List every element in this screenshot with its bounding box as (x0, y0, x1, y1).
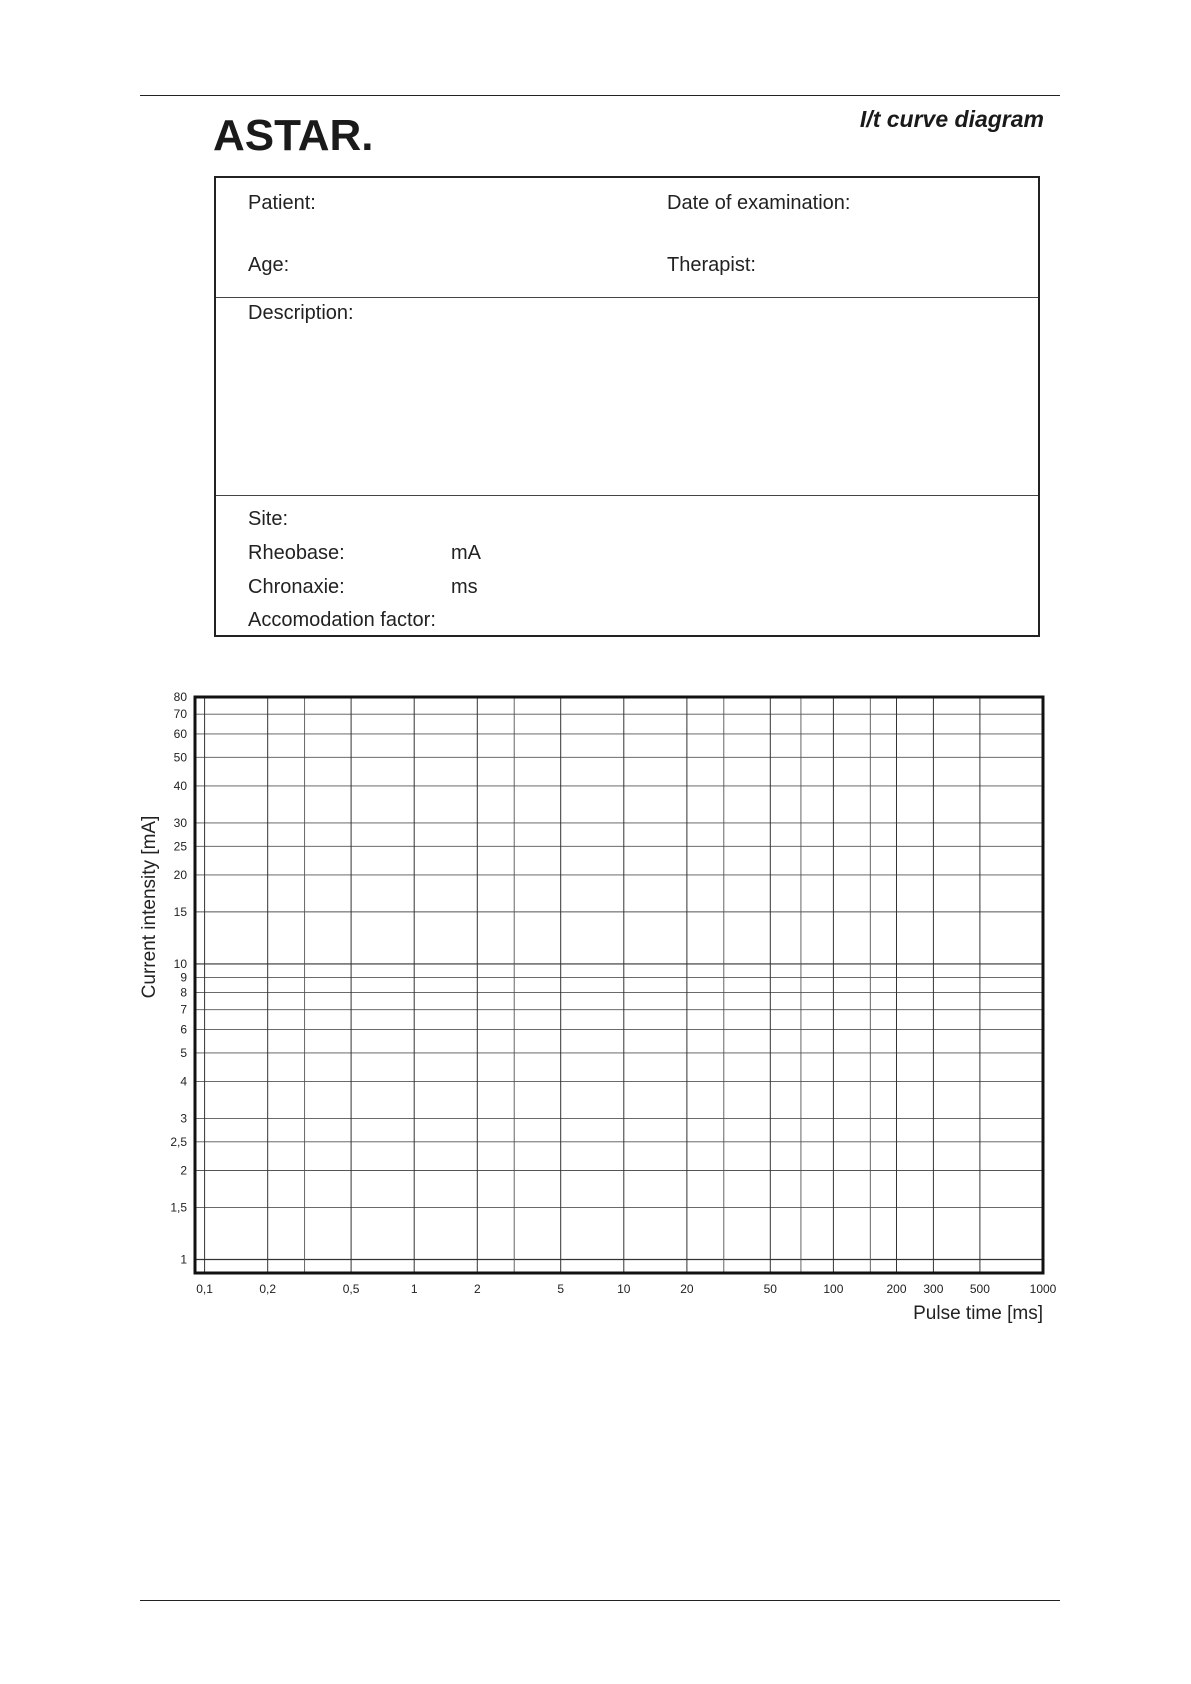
x-tick-label: 20 (680, 1282, 694, 1296)
x-tick-label: 300 (923, 1282, 944, 1296)
age-label: Age: (248, 254, 290, 276)
chronaxie-label: Chronaxie: (248, 576, 345, 598)
astar-logo (213, 112, 393, 156)
y-tick-label: 60 (173, 726, 187, 741)
it-curve-chart-svg (130, 680, 1070, 1340)
y-tick-label: 2 (180, 1163, 187, 1178)
rheobase-label: Rheobase: (248, 542, 345, 564)
y-tick-label: 8 (180, 985, 187, 1000)
x-tick-label: 200 (886, 1282, 907, 1296)
accommodation-factor-label: Accomodation factor: (248, 609, 436, 631)
description-label: Description: (248, 302, 354, 324)
x-tick-label: 2 (473, 1282, 481, 1296)
y-tick-label: 10 (173, 956, 187, 971)
y-tick-label: 70 (173, 707, 187, 722)
y-tick-label: 7 (180, 1002, 187, 1017)
y-tick-label: 20 (173, 867, 187, 882)
y-tick-label: 25 (173, 839, 187, 854)
y-tick-label: 50 (173, 750, 187, 765)
top-rule (140, 95, 1060, 96)
form-divider (216, 297, 1038, 298)
y-tick-label: 15 (173, 904, 187, 919)
y-tick-label: 6 (180, 1022, 187, 1037)
y-tick-label: 9 (180, 970, 187, 985)
x-tick-label: 100 (823, 1282, 844, 1296)
x-tick-label: 0,5 (342, 1282, 360, 1296)
x-tick-label: 10 (617, 1282, 631, 1296)
y-tick-label: 1 (180, 1252, 187, 1267)
site-label: Site: (248, 508, 289, 530)
patient-label: Patient: (248, 192, 316, 214)
x-axis-label: Pulse time [ms] (913, 1303, 1043, 1324)
bottom-rule (140, 1600, 1060, 1601)
x-tick-label: 0,1 (196, 1282, 213, 1296)
chronaxie-unit: ms (451, 576, 478, 598)
y-tick-label: 3 (180, 1111, 187, 1126)
x-tick-label: 500 (969, 1282, 990, 1296)
y-tick-label: 40 (173, 778, 187, 793)
y-tick-label: 5 (180, 1045, 187, 1060)
rheobase-unit: mA (451, 542, 481, 564)
astar-logo-mark (213, 112, 393, 156)
x-tick-label: 0,2 (259, 1282, 277, 1296)
y-tick-label: 2,5 (170, 1134, 187, 1149)
y-tick-label: 1,5 (170, 1200, 187, 1215)
date-of-examination-label: Date of examination: (667, 192, 851, 214)
y-tick-label: 80 (173, 690, 187, 704)
y-tick-label: 30 (173, 815, 187, 830)
x-tick-label: 1 (410, 1282, 418, 1296)
therapist-label: Therapist: (667, 254, 756, 276)
svg-text:ASTAR.: ASTAR. (213, 112, 374, 156)
form-divider (216, 495, 1038, 496)
plot-frame (195, 697, 1043, 1273)
patient-form (214, 176, 1040, 637)
y-tick-label: 4 (180, 1074, 187, 1089)
x-tick-label: 50 (763, 1282, 777, 1296)
y-axis-label: Current intensity [mA] (139, 815, 160, 999)
x-tick-label: 5 (557, 1282, 565, 1296)
x-tick-label: 1000 (1029, 1282, 1057, 1296)
page-title: I/t curve diagram (859, 106, 1044, 132)
it-curve-chart (130, 680, 1070, 1340)
